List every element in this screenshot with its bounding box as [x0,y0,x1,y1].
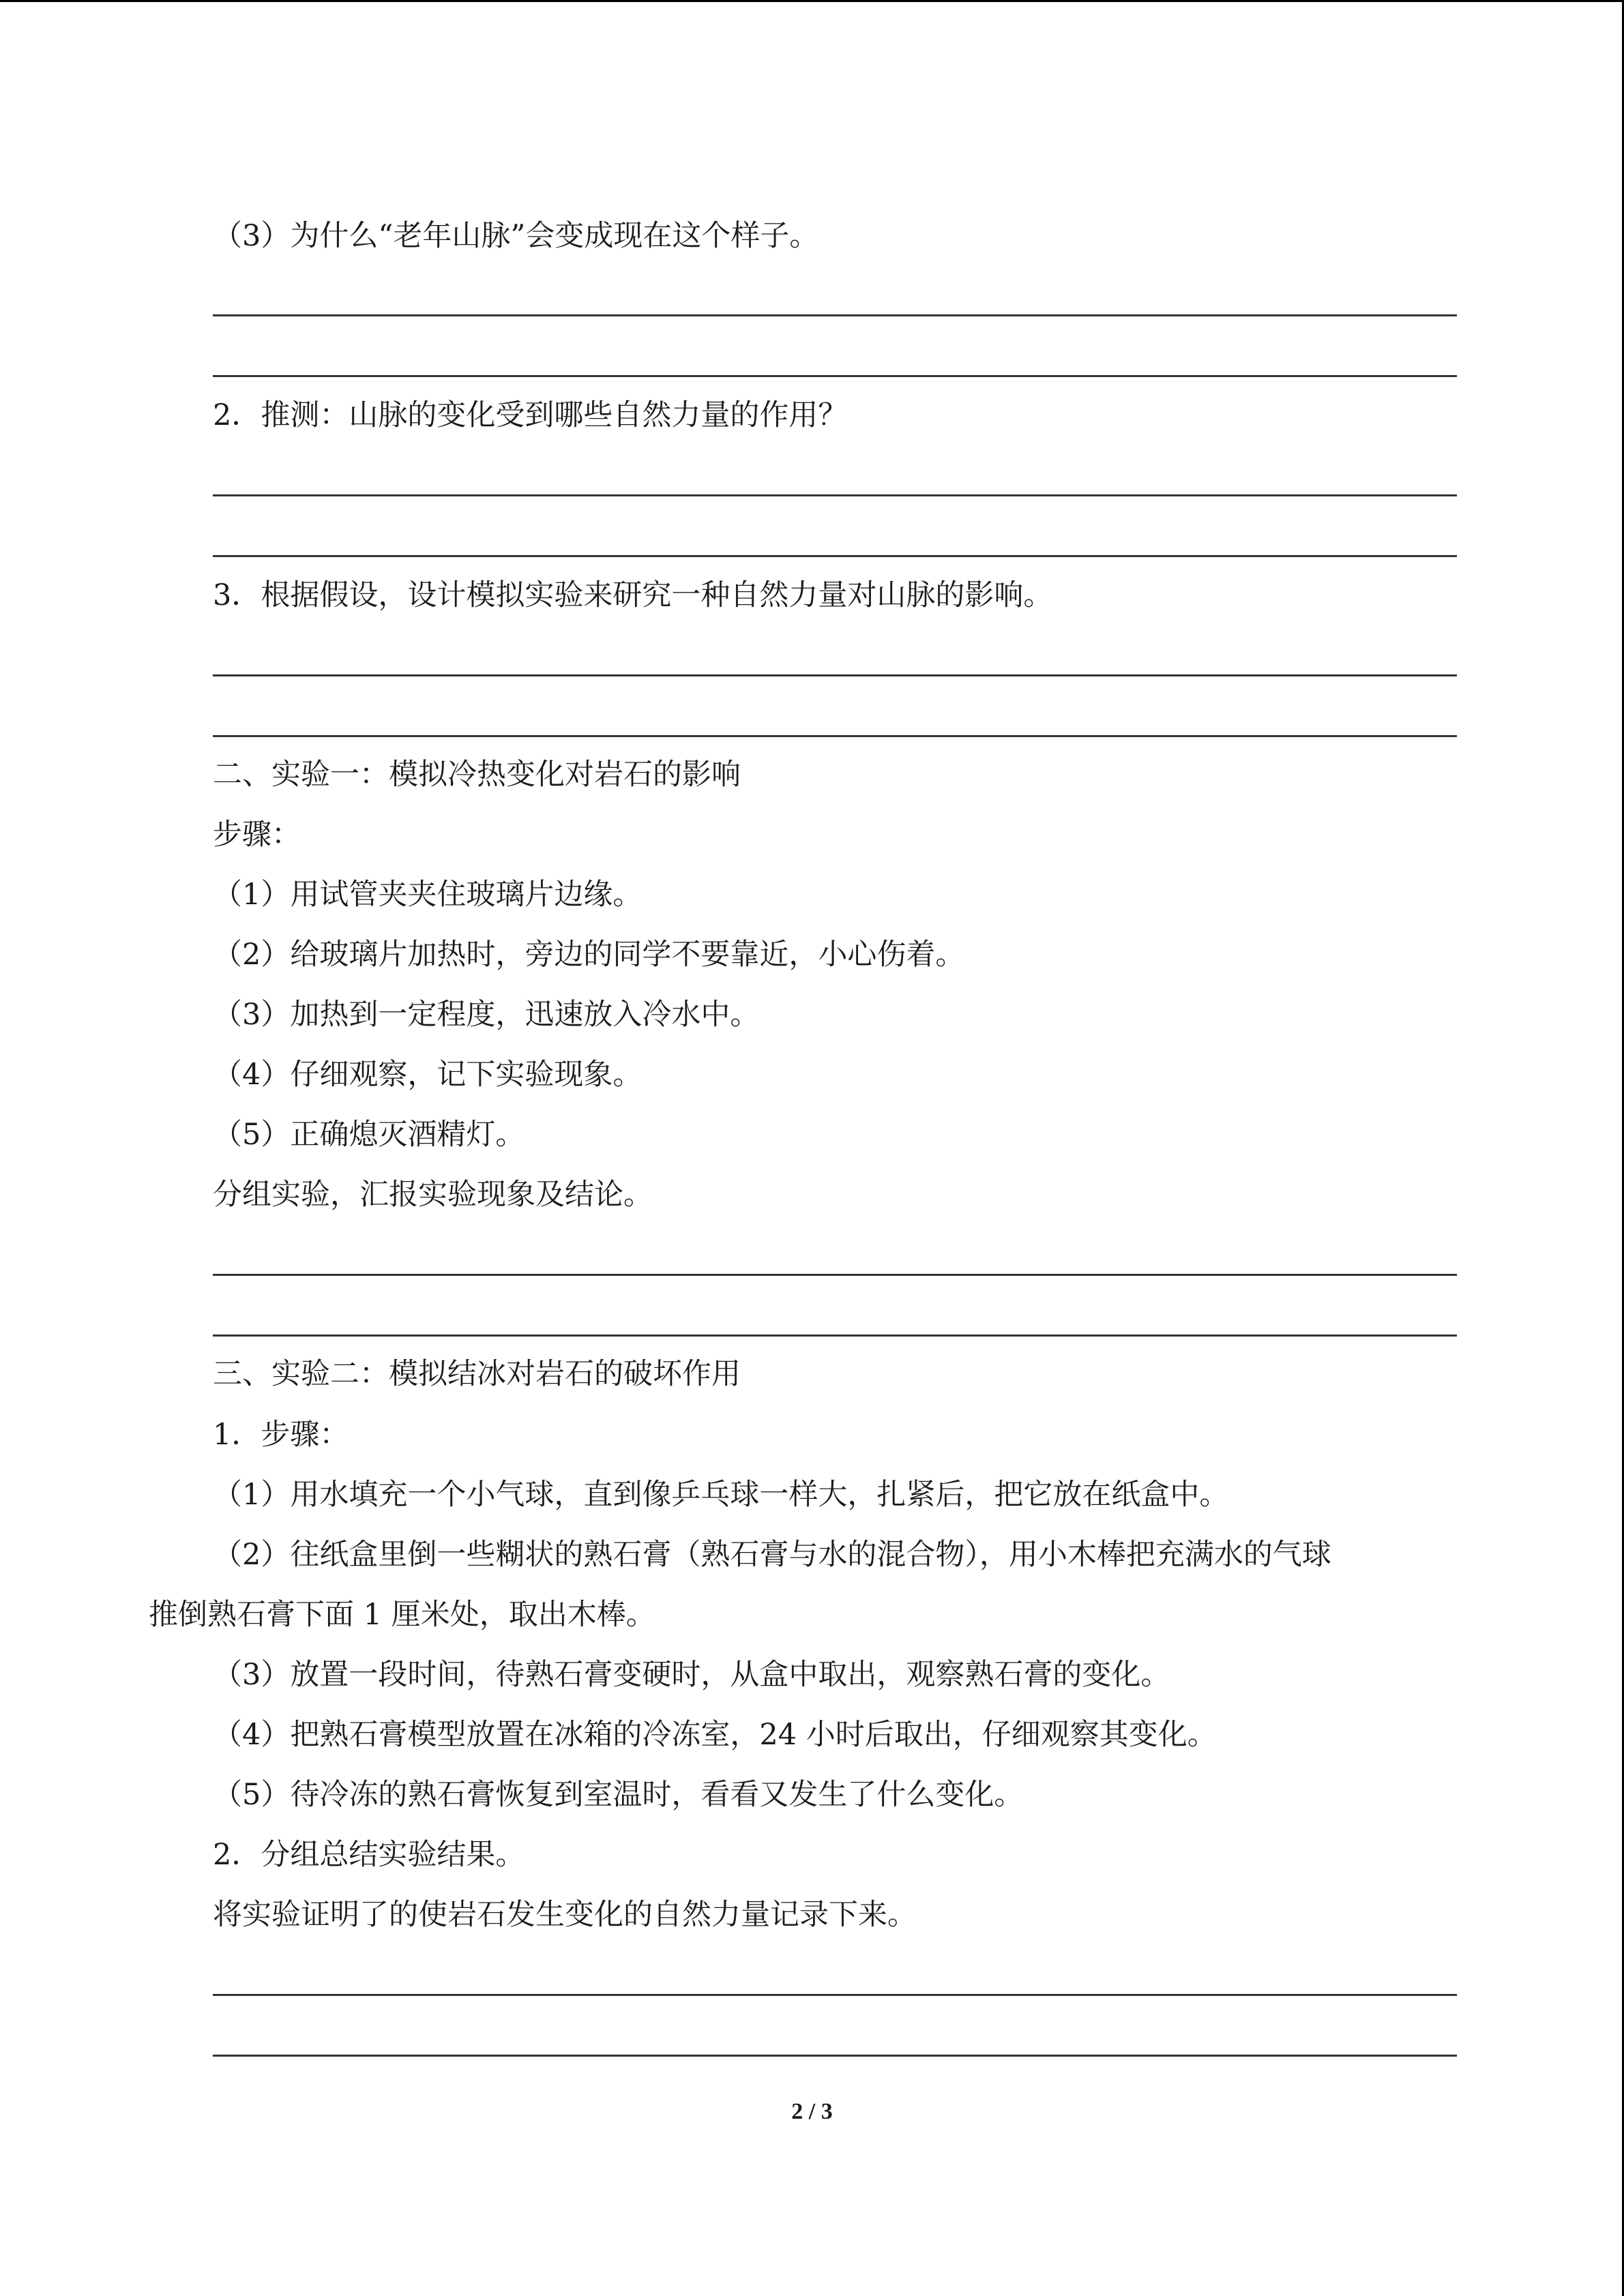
answer-line [213,1994,1457,1996]
section-2-heading: 二、实验一：模拟冷热变化对岩石的影响 [213,758,741,792]
page-number: 2 / 3 [791,2099,833,2124]
step-5: （5）正确熄灭酒精灯。 [213,1118,525,1152]
answer-line [213,375,1457,377]
question-1-3: （3）为什么“老年山脉”会变成现在这个样子。 [213,219,819,253]
answer-line [213,1335,1457,1337]
answer-line [213,674,1457,676]
exp2-step-2-continued: 推倒熟石膏下面 1 厘米处，取出木棒。 [149,1598,655,1632]
steps-label: 步骤： [213,818,301,852]
step-4: （4）仔细观察，记下实验现象。 [213,1058,643,1092]
answer-line [213,494,1457,496]
record-prompt: 将实验证明了的使岩石发生变化的自然力量记录下来。 [213,1898,917,1932]
exp2-step-3: （3）放置一段时间，待熟石膏变硬时，从盒中取出，观察熟石膏的变化。 [213,1658,1170,1692]
step-3: （3）加热到一定程度，迅速放入冷水中。 [213,998,760,1032]
step-1: （1）用试管夹夹住玻璃片边缘。 [213,878,643,912]
exp2-step-2: （2）往纸盒里倒一些糊状的熟石膏（熟石膏与水的混合物），用小木棒把充满水的气球 [213,1538,1331,1572]
answer-line [213,555,1457,557]
question-3: 3．根据假设，设计模拟实验来研究一种自然力量对山脉的影响。 [213,578,1053,612]
group-report-prompt: 分组实验，汇报实验现象及结论。 [213,1178,653,1212]
question-2: 2．推测：山脉的变化受到哪些自然力量的作用？ [213,398,848,432]
exp2-step-4: （4）把熟石膏模型放置在冰箱的冷冻室，24 小时后取出，仔细观察其变化。 [213,1718,1217,1752]
page-border-top [0,0,1624,2]
answer-line [213,735,1457,737]
section-3-heading: 三、实验二：模拟结冰对岩石的破坏作用 [213,1357,741,1391]
exp2-step-5: （5）待冷冻的熟石膏恢复到室温时，看看又发生了什么变化。 [213,1778,1024,1812]
answer-line [213,2055,1457,2057]
summary-heading: 2．分组总结实验结果。 [213,1838,525,1872]
exp2-step-1: （1）用水填充一个小气球，直到像乒乓球一样大，扎紧后，把它放在纸盒中。 [213,1478,1229,1512]
answer-line [213,1274,1457,1276]
step-2: （2）给玻璃片加热时，旁边的同学不要靠近，小心伤着。 [213,938,965,972]
answer-line [213,314,1457,316]
steps-label-2: 1．步骤： [213,1418,349,1452]
